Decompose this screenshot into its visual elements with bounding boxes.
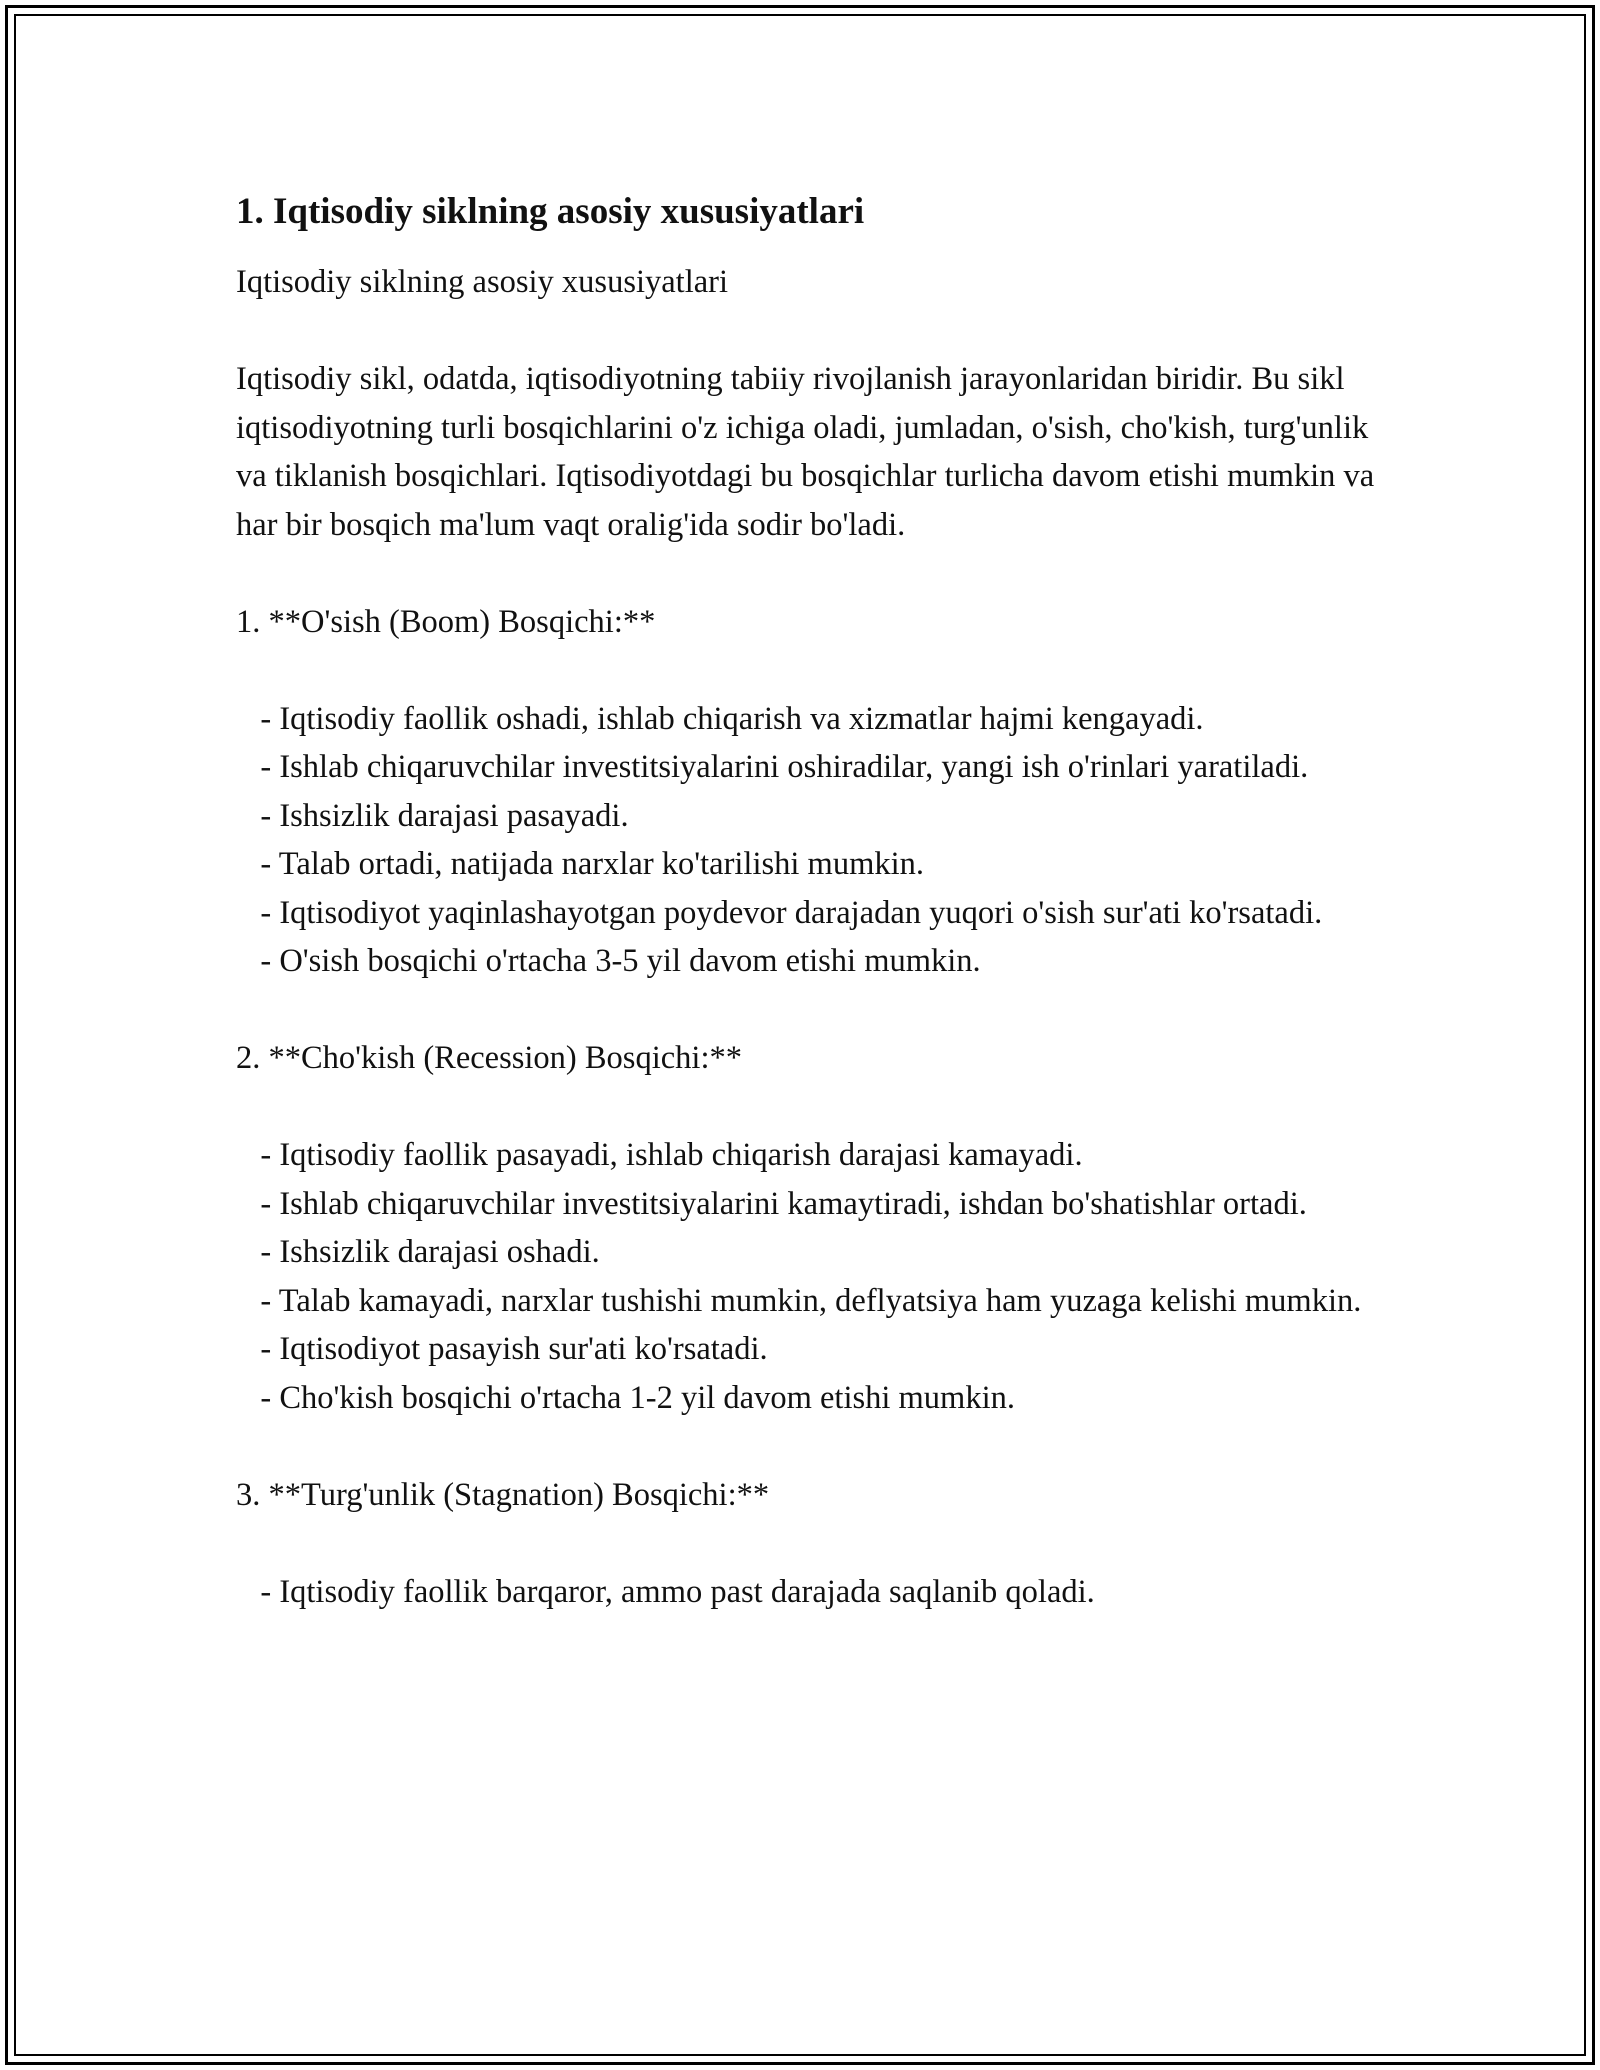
list-item: - Iqtisodiy faollik oshadi, ishlab chiqarish va xizmatlar hajmi kengayadi.	[236, 700, 1204, 737]
document-body	[236, 186, 1383, 1616]
spacer	[236, 1422, 1376, 1471]
intro-paragraph: Iqtisodiy sikl, odatda, iqtisodiyotning tabiiy rivojlanish jarayonlaridan biridir. Bu sikl iqtisodiyotning turli bosqichlarini o'z ichiga oladi, jumladan, o'sish, cho'kish, turg'unlik va tiklanish bosqichlari. Iqtisodiyotdagi bu bosqichlar turlicha davom etishi mumkin va har bir bosqich ma'lum vaqt oralig'ida sodir bo'ladi.	[236, 361, 1383, 543]
list-item: - Talab ortadi, natijada narxlar ko'tarilishi mumkin.	[236, 846, 925, 882]
document-subtitle: Iqtisodiy siklning asosiy xususiyatlari	[236, 264, 729, 300]
list-item: - Ishlab chiqaruvchilar investitsiyalarini oshiradilar, yangi ish o'rinlari yaratiladi.	[236, 749, 1309, 785]
spacer	[236, 1083, 1376, 1132]
section-heading: 1. **O'sish (Boom) Bosqichi:**	[236, 603, 656, 640]
spacer	[236, 986, 1376, 1035]
list-item: - Ishlab chiqaruvchilar investitsiyalarini kamaytiradi, ishdan bo'shatishlar ortadi.	[236, 1185, 1307, 1222]
section-heading: 2. **Cho'kish (Recession) Bosqichi:**	[236, 1040, 742, 1076]
section-recession	[236, 1034, 1376, 1422]
spacer	[236, 307, 1376, 356]
spacer	[236, 1519, 1376, 1568]
list-item: - O'sish bosqichi o'rtacha 3-5 yil davom etishi mumkin.	[236, 943, 981, 979]
list-item: - Ishsizlik darajasi pasayadi.	[236, 797, 629, 834]
list-item: - Talab kamayadi, narxlar tushishi mumkin, deflyatsiya ham yuzaga kelishi mumkin.	[236, 1282, 1362, 1319]
spacer	[236, 646, 1376, 695]
spacer	[236, 549, 1376, 598]
list-item: - Iqtisodiy faollik barqaror, ammo past darajada saqlanib qoladi.	[236, 1573, 1095, 1610]
list-item: - Iqtisodiy faollik pasayadi, ishlab chiqarish darajasi kamayadi.	[236, 1137, 1083, 1173]
list-item: - Iqtisodiyot yaqinlashayotgan poydevor darajadan yuqori o'sish sur'ati ko'rsatadi.	[236, 894, 1323, 931]
list-item: - Iqtisodiyot pasayish sur'ati ko'rsatadi.	[236, 1331, 768, 1367]
document-title: 1. Iqtisodiy siklning asosiy xususiyatlari	[236, 191, 865, 232]
list-item: - Cho'kish bosqichi o'rtacha 1-2 yil davom etishi mumkin.	[236, 1379, 1015, 1416]
section-boom	[236, 598, 1376, 986]
list-item: - Ishsizlik darajasi oshadi.	[236, 1234, 600, 1270]
section-stagnation	[236, 1471, 1376, 1617]
section-heading: 3. **Turg'unlik (Stagnation) Bosqichi:**	[236, 1476, 770, 1513]
